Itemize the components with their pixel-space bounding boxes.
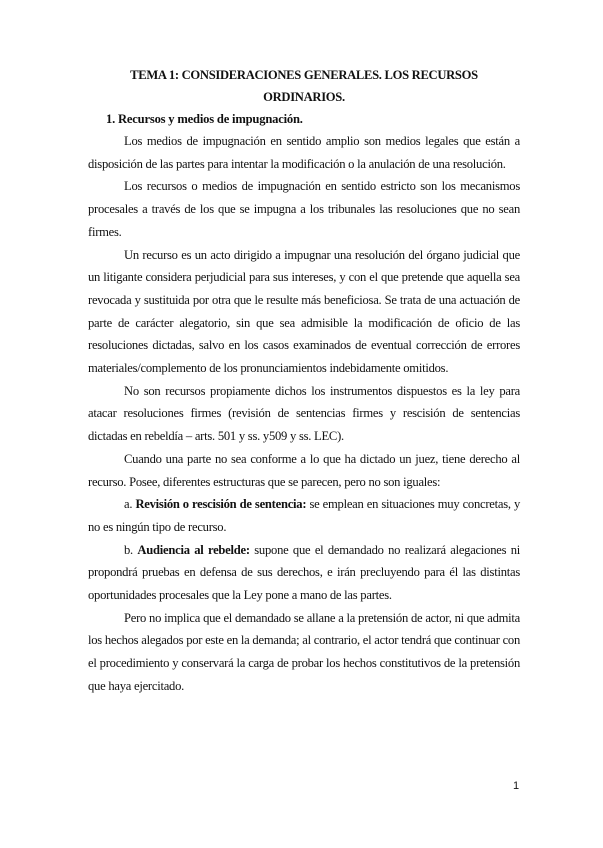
paragraph-text: Los medios de impugnación en sentido amplio son medios legales que están a disposición de las partes para intentar la modificación o la anulación de una resolución.: [88, 134, 520, 171]
paragraph-5: [88, 448, 520, 493]
paragraph-text: Cuando una parte no sea conforme a lo que ha dictado un juez, tiene derecho al recurso. Posee, diferentes estructuras que se parecen, pero no son iguales:: [88, 451, 520, 489]
section-heading: 1. Recursos y medios de impugnación.: [106, 112, 303, 126]
list-item-b: [88, 539, 520, 607]
paragraph-text: Un recurso es un acto dirigido a impugnar una resolución del órgano judicial que un litigante considera perjudicial para sus intereses, y con el que pretende que aquella sea revocada y sustituida por otra que le resulte más beneficiosa. Se trata de una actuación de parte de carácter alegatorio, sin que sea admisible la modificación de oficio de las resoluciones dictadas, salvo en los casos examinados de eventual corrección de errores materiales/complemento de los pronunciamientos indebidamente omitidos.: [88, 247, 520, 376]
list-item-a: [88, 493, 520, 538]
list-item-term: Revisión o rescisión de sentencia:: [135, 497, 307, 512]
paragraph-2: [88, 175, 520, 243]
paragraph-text: Pero no implica que el demandado se allane a la pretensión de actor, ni que admita los hechos alegados por este en la demanda; al contrario, el actor tendrá que continuar con el procedimiento y conservará la carga de probar los hechos constitutivos de la pretensión que haya ejercitado.: [88, 610, 520, 693]
list-item-term: Audiencia al rebelde:: [137, 542, 250, 557]
paragraph-3: [88, 244, 520, 380]
paragraph-8: [88, 607, 520, 698]
list-marker: a.: [124, 497, 136, 512]
list-item-text: supone que el demandado no realizará alegaciones ni propondrá pruebas en defensa de sus derechos, e irán precluyendo para él las distintas oportunidades procesales que la Ley pone a mano de las partes.: [88, 542, 520, 603]
paragraph-text: No son recursos propiamente dichos los instrumentos dispuestos es la ley para atacar resoluciones firmes (revisión de sentencias firmes y rescisión de sentencias dictadas en rebeldía – arts. 501 y ss. y509 y ss. LEC).: [88, 383, 520, 444]
paragraph-1: [88, 130, 520, 175]
page-number: 1: [513, 780, 520, 792]
paragraph-4: [88, 380, 520, 448]
document-title: TEMA 1: CONSIDERACIONES GENERALES. LOS RECURSOS ORDINARIOS.: [130, 68, 478, 104]
list-item-text: se emplean en situaciones muy concretas, y no es ningún tipo de recurso.: [88, 497, 520, 534]
paragraph-text: Los recursos o medios de impugnación en sentido estricto son los mecanismos procesales a través de los que se impugna a los tribunales las resoluciones que no sean firmes.: [88, 179, 520, 239]
list-marker: b.: [124, 542, 138, 557]
page-content: [88, 64, 520, 698]
